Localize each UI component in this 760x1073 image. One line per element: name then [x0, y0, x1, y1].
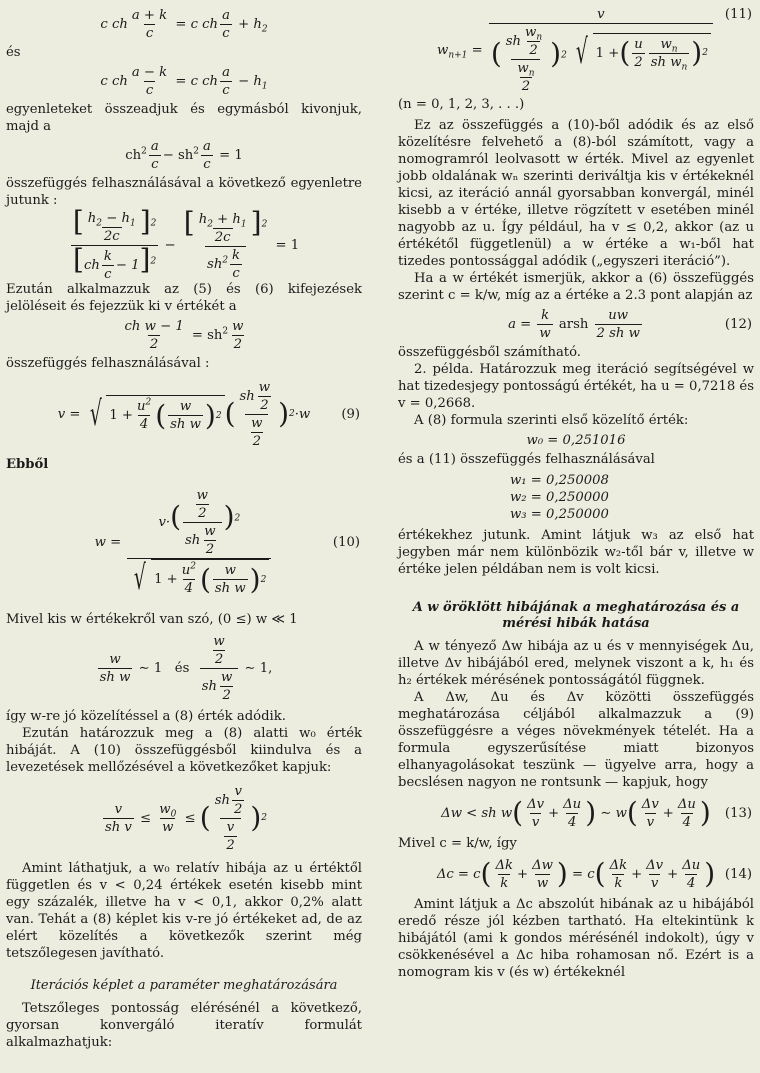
equation-13: Δw < sh w ( $\frac{\Delta v}{v}$ + $\frac{\Delta u}{4}$ ) ∼ w ( $\frac{\Delta v}{v}$ + $\frac{\Delta u}{4}$ ) (13) [441, 796, 752, 830]
equation-approx: $\frac{w}{\text{sh w}}$ ∼ 1 és $\frac{w}{2}$ sh $\frac{w}{2}$ ∼ 1, [99, 633, 273, 703]
paragraph-r7: értékekhez jutunk. Amint látjuk w₃ az első hat jegyben már nem különbözik w₂-től bár v, illetve w értéke jelen példában nem is volt kicsi. [398, 528, 754, 577]
paragraph-8: Ezután határozzuk meg a (8) alatti w₀ érték hibáját. A (10) összefüggésből kiindulva és a levezetések mellőzésével a következőket kapjuk: [6, 726, 362, 775]
iteration-range: (n = 0, 1, 2, 3, . . .) [398, 97, 525, 112]
paragraph-7: így w-re jó közelítéssel a (8) érték adódik. [6, 709, 286, 724]
paragraph-r9: A Δw, Δu és Δv közötti összefüggés meghatározása céljából alkalmazzuk a (9) összefüggésre a véges növekmények tételét. Ha a formula egyszerűsítése miatt bizonyos elhanyagolásokat teszünk — ügyelve arra, hogy a becslésen nagyon ne rontsunk — kapjuk, hogy [398, 690, 754, 790]
equation-12: a = $\frac{k}{w}$ arsh $\frac{uw}{\text{2 sh w}}$ (12) [508, 307, 752, 341]
paragraph-r6: és a (11) összefüggés felhasználásával [398, 452, 655, 467]
iteration-values [398, 472, 754, 523]
left-column [6, 0, 362, 1051]
value-w3: w₃ = 0,250000 [510, 507, 609, 522]
equation-number-10: (10) [332, 534, 360, 550]
value-w1: w₁ = 0,250008 [510, 473, 609, 488]
equation-number-11: (11) [724, 7, 752, 22]
section-heading-iteration: Iterációs képlet a paraméter meghatározására [30, 978, 338, 993]
paragraph-9: Amint láthatjuk, a w₀ relatív hibája az u értéktől független és v < 0,24 értékek esetén kisebb mint egy százalék, illetve ha v < 0,1, akkor 0,2% alatt van. Tehát a (8) képlet kis v-re jó értékeket ad, de az elért közelítés a következők szerint még tetszőlegesen javítható. [6, 861, 362, 961]
text-es: és [6, 45, 21, 60]
section-heading-error: A w öröklött hibájának a meghatározása és a mérési hibák hatása [412, 600, 740, 631]
paragraph-r11: Amint látjuk a Δc abszolút hibának az u hibájából eredő része jól kézben tartható. Ha eltekintünk k hibájától (ami k gondos mérésénél indokolt), úgy v csökkenésével a Δc hiba rohamosan nő. Ezért is a nomogram kis v (és w) értékeknél [398, 897, 754, 980]
paragraph-6: Mivel kis w értékekről van szó, (0 ≤) w ≪ 1 [6, 612, 298, 627]
equation-bound: $\frac{v}{\text{sh v}}$ ≤ $\frac{w_0}{w}$ ≤ ( sh $\frac{v}{2}$ $\frac{v}{2}$ ) 2 [104, 783, 268, 853]
paragraph-3: Ezután alkalmazzuk az (5) és (6) kifejezések jelöléseit és fejezzük ki v értékét a [6, 282, 362, 314]
paragraph-r4: 2. példa. Határozzuk meg iteráció segítségével w hat tizedesjegy pontosságú értékét, ha u = 0,7218 és v = 0,2668. [398, 362, 754, 411]
equation-chain-b: c ch $\frac{a - k}{c}$ = c ch $\frac{a}{c}$ − $h_1$ [100, 64, 268, 98]
equation-11: $w_{n+1}$ = v ( sh $\frac{w_n}{2}$ $\frac{w_n}{2}$ )$^2$ √ 1 + ( $\frac{u}{2}$ $\frac{w_n}{sh w_n}$ ) 2 (11) [437, 6, 752, 94]
value-w0: w₀ = 0,251016 [526, 432, 626, 448]
paragraph-r3: összefüggésből számítható. [398, 345, 582, 360]
paragraph-r2: Ha a w értékét ismerjük, akkor a (6) összefüggés szerint c = k/w, míg az a értéke a 2.3 pont alapján az [398, 271, 754, 303]
equation-number-12: (12) [724, 316, 752, 332]
equation-14: Δc = c ( $\frac{\Delta k}{k}$ + $\frac{\Delta w}{w}$ ) = c ( $\frac{\Delta k}{k}$ + $\frac{\Delta v}{v}$ + $\frac{\Delta u}{4}$ ) (14) [436, 857, 752, 891]
equation-number-9: (9) [341, 406, 360, 422]
paragraph-r5: A (8) formula szerinti első közelítő érték: [414, 413, 689, 428]
paragraph-r10: Mivel c = k/w, így [398, 836, 517, 851]
paragraph-1: egyenleteket összeadjuk és egymásból kivonjuk, majd a [6, 102, 362, 134]
paragraph-r8: A w tényező Δw hibája az u és v mennyiségek Δu, illetve Δv hibájából ered, melynek viszont a k, h₁ és h₂ értékek mérésének pontosságától függnek. [398, 639, 754, 688]
equation-chain-a: c ch $\frac{a + k}{c}$ = c ch $\frac{a}{c}$ + $h_2$ [100, 7, 268, 41]
equation-ch: $\frac{\text{ch w − 1}}{2}$ = $sh^2$ $\frac{w}{2}$ [124, 318, 244, 352]
equation-result: [ $\frac{h_2 - h_1}{2c}$ ]$^2$ [ch $\frac{k}{c}$ − 1]$^2$ − [ $\frac{h_2 + h_1}{2c}$ ]$^2$ $sh^2$ $\frac{k}{c}$ = 1 [72, 204, 300, 282]
equation-number-14: (14) [724, 866, 752, 882]
paragraph-4: összefüggés felhasználásával : [6, 356, 210, 371]
equation-identity: $ch^2$ $\frac{a}{c}$ − $sh^2$ $\frac{a}{c}$ = 1 [125, 138, 243, 172]
equation-number-13: (13) [724, 805, 752, 821]
value-w2: w₂ = 0,250000 [510, 490, 609, 505]
paragraph-5: Ebből [6, 457, 49, 472]
equation-9: v = √ 1 + $\frac{u^2}{4}$ ( $\frac{w}{\text{sh w}}$ ) 2 ( sh $\frac{w}{2}$ $\frac{w}{2}$ ) 2 ·w (9) [57, 379, 360, 449]
paragraph-r1: Ez az összefüggés a (10)-ből adódik és az első közelítésre felvehető a (8)-ból számított, vagy a nomogramról leolvasott w érték. Mivel az egyenlet jobb oldalának wₙ szerinti deriváltja kis v értékeknél kicsi, az iteráció annál gyorsabban konvergál, minél kisebb a v értéke, illetve rögzített v esetében minél nagyobb az u. Így például, ha v ≤ 0,2, akkor (az u értékétől függetlenül) a w értéke a w₁-ből hat tizedes pontossággal adódik („egyszeri iteráció”). [398, 118, 754, 269]
right-column [398, 0, 754, 981]
paragraph-2: összefüggés felhasználásával a következő egyenletre jutunk : [6, 176, 362, 208]
paragraph-10: Tetszőleges pontosság elérésénél a következő, gyorsan konvergáló iteratív formulát alkalmazhatjuk: [6, 1001, 362, 1050]
equation-10: w = v·( $\frac{w}{2}$ sh $\frac{w}{2}$ )$^2$ √ 1 + $\frac{u^2}{4}$ ( $\frac{w}{\text{sh w}}$ ) 2 (10) [94, 488, 360, 598]
